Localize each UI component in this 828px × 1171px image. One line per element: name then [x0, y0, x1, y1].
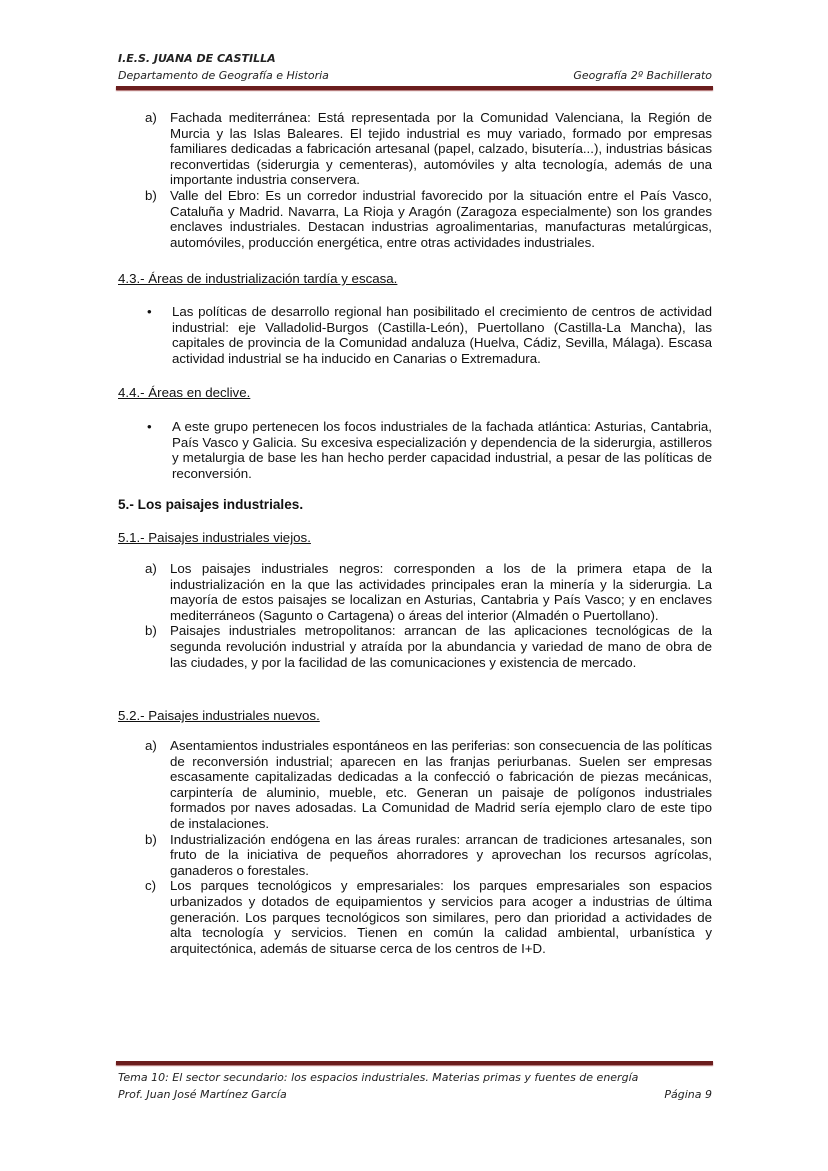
paragraph: Las políticas de desarrollo regional han posibilitado el crecimiento de centros de actividad industrial: eje Valladolid-Burgos (Castilla-León), Puertollano (Castilla-La Mancha), las capitales de provincia de la Comunidad andaluza (Huelva, Cádiz, Sevilla, Málaga). Escasa actividad industrial se ha inducido en Canarias o Extremadura.	[172, 304, 712, 366]
section-4-3-body	[145, 304, 712, 366]
section-heading-5-1: 5.1.- Paisajes industriales viejos.	[118, 530, 311, 545]
item-label: b)	[145, 831, 157, 847]
department-name: Departamento de Geografía e Historia	[118, 69, 329, 82]
item-label: c)	[145, 878, 157, 894]
section-heading-5-2: 5.2.- Paisajes industriales nuevos.	[118, 708, 320, 723]
section-4-4-body	[145, 419, 712, 481]
bullet-icon: •	[147, 419, 152, 434]
list-item	[145, 561, 712, 623]
section-5-2-list	[145, 738, 712, 956]
school-name: I.E.S. JUANA DE CASTILLA	[118, 52, 276, 65]
list-item	[145, 110, 712, 188]
item-text: Asentamientos industriales espontáneos en las periferias: son consecuencia de las políticas de reconversión industrial; aparecen en las franjas periurbanas. Suelen ser empresas escasamente capitalizadas dedicadas a la confecció o fabricación de piezas mecánicas, carpintería de aluminio, mueble, etc. Generan un paisaje de polígonos industriales formados por naves adosadas. La Comunidad de Madrid sería ejemplo claro de este tipo de instalaciones.	[170, 738, 712, 831]
header-rule	[116, 86, 713, 90]
footer-rule	[116, 1061, 713, 1065]
item-text: Industrialización endógena en las áreas rurales: arrancan de tradiciones artesanales, son fruto de la iniciativa de pequeños ahorradores y aprovechan los recursos agrícolas, ganaderos o forestales.	[170, 831, 712, 878]
list-item	[145, 623, 712, 670]
industrial-axes-list	[145, 110, 712, 250]
item-text: Paisajes industriales metropolitanos: arrancan de las aplicaciones tecnológicas de la segunda revolución industrial y atraída por la abundancia y variedad de mano de obra de las ciudades, y por la facilidad de las comunicaciones y existencia de mercado.	[170, 623, 712, 670]
item-text: Los parques tecnológicos y empresariales: los parques empresariales son espacios urbanizados y dotados de equipamientos y servicios para acoger a industrias de última generación. Los parques tecnológicos son similares, pero dan prioridad a actividades de alta tecnología y servicios. Tienen en común la calidad ambiental, urbanística y arquitectónica, además de situarse cerca de los centros de I+D.	[170, 878, 712, 956]
item-text: Valle del Ebro: Es un corredor industrial favorecido por la situación entre el País Vasco, Cataluña y Madrid. Navarra, La Rioja y Aragón (Zaragoza especialmente) son los grandes enclaves industriales. Destacan industrias agroalimentarias, manufacturas metalúrgicas, automóviles, producción energética, entre otras actividades industriales.	[170, 187, 712, 250]
item-label: a)	[145, 561, 157, 576]
item-label: a)	[145, 110, 157, 125]
course-name: Geografía 2º Bachillerato	[573, 69, 712, 82]
item-label: b)	[145, 623, 157, 639]
section-heading-4-4: 4.4.- Áreas en declive.	[118, 385, 251, 400]
section-heading-4-3: 4.3.- Áreas de industrialización tardía y escasa.	[118, 271, 398, 286]
footer-author: Prof. Juan José Martínez García	[118, 1088, 287, 1101]
item-text: Los paisajes industriales negros: corresponden a los de la primera etapa de la industrialización en la que las actividades principales eran la minería y la siderurgia. La mayoría de estos paisajes se localizan en Asturias, Cantabria y País Vasco; y en enclaves mediterráneos (Sagunto o Cartagena) o áreas del interior (Almadén o Puertollano).	[170, 561, 712, 623]
list-item	[145, 832, 712, 879]
list-item	[145, 738, 712, 832]
page-number: Página 9	[664, 1088, 712, 1101]
footer-topic: Tema 10: El sector secundario: los espacios industriales. Materias primas y fuentes de energía	[118, 1071, 639, 1084]
list-item	[145, 878, 712, 956]
item-label: a)	[145, 738, 157, 753]
list-item	[145, 188, 712, 250]
paragraph: A este grupo pertenecen los focos industriales de la fachada atlántica: Asturias, Cantabria, País Vasco y Galicia. Su excesiva especialización y dependencia de la siderurgia, astilleros y metalurgia de base les han hecho perder capacidad industrial, a pesar de las políticas de reconversión.	[172, 419, 712, 481]
section-5-1-list	[145, 561, 712, 670]
section-heading-5: 5.- Los paisajes industriales.	[118, 497, 304, 512]
bullet-icon: •	[147, 304, 152, 319]
item-text: Fachada mediterránea: Está representada por la Comunidad Valenciana, la Región de Murcia y las Islas Baleares. El tejido industrial es muy variado, formado por empresas familiares dedicadas a fabricación artesanal (papel, calzado, bisutería...), industrias básicas reconvertidas (siderurgia y cementeras), automóviles y alta tecnología, además de una importante industria conservera.	[170, 110, 712, 188]
item-label: b)	[145, 187, 157, 203]
